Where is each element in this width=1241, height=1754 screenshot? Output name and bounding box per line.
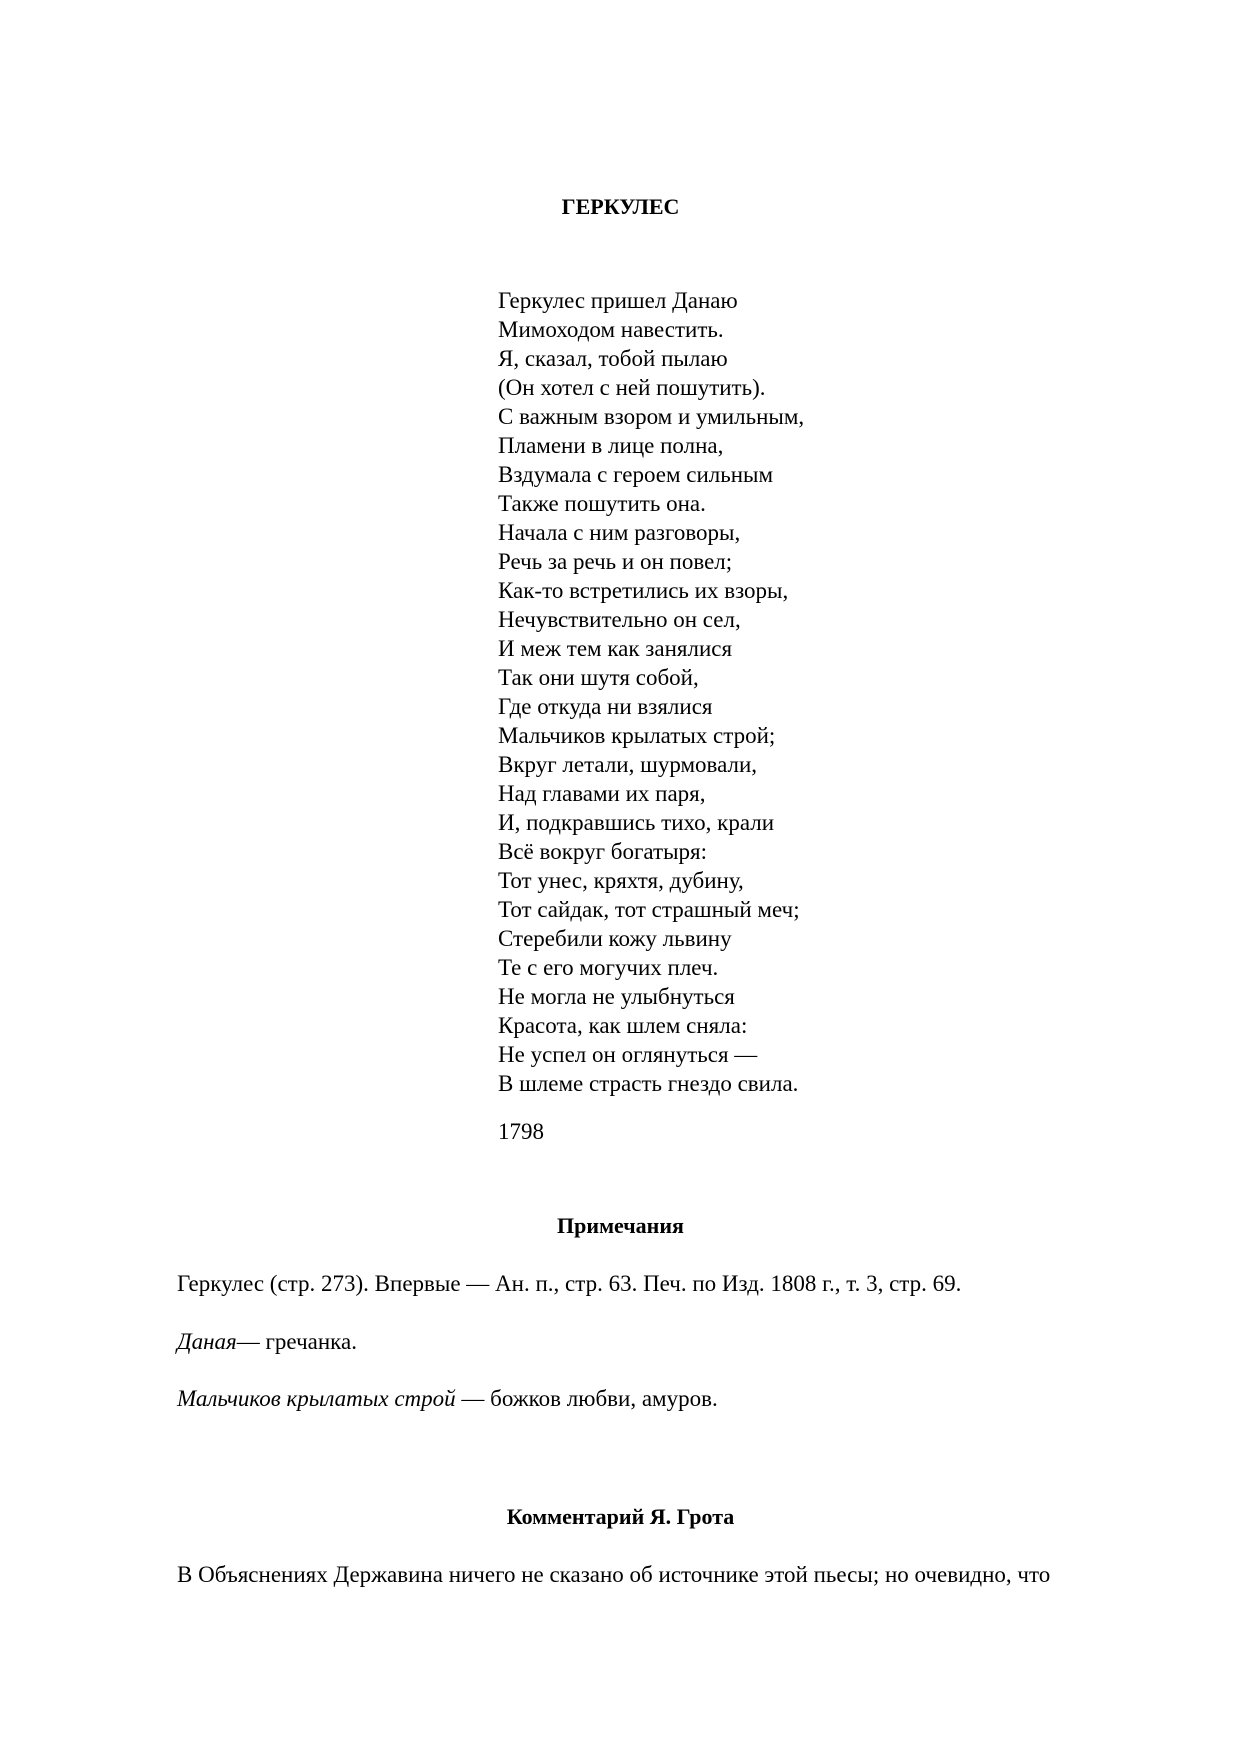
poem-line: Начала с ним разговоры, xyxy=(498,520,741,545)
note-entry-publication: Геркулес (стр. 273). Впервые — Ан. п., стр. 63. Печ. по Изд. 1808 г., т. 3, стр. 69. xyxy=(177,1271,962,1296)
poem-line: Так они шутя собой, xyxy=(498,665,699,690)
poem-line: Также пошутить она. xyxy=(498,491,706,516)
poem-line: И меж тем как занялися xyxy=(498,636,733,661)
note-text-malchikov: — божков любви, амуров. xyxy=(455,1386,718,1411)
note-entry-danaya xyxy=(177,1327,357,1356)
poem-line: Стеребили кожу львину xyxy=(498,926,732,951)
poem-line: Где откуда ни взялися xyxy=(498,694,713,719)
poem-line: С важным взором и умильным, xyxy=(498,404,805,429)
poem-line: Геркулес пришел Данаю xyxy=(498,288,738,313)
poem-line: Нечувствительно он сел, xyxy=(498,607,741,632)
note-entry-malchikov xyxy=(177,1384,718,1413)
poem-line: Красота, как шлем сняла: xyxy=(498,1013,748,1038)
poem-line: Как-то встретились их взоры, xyxy=(498,578,789,603)
poem-line: Не успел он оглянуться — xyxy=(498,1042,758,1067)
note-term-malchikov: Мальчиков крылатых строй xyxy=(177,1386,456,1411)
poem-year: 1798 xyxy=(498,1119,544,1144)
poem-line: Вкруг летали, шурмовали, xyxy=(498,752,758,777)
poem-line: Речь за речь и он повел; xyxy=(498,549,733,574)
note-text-danaya: — гречанка. xyxy=(236,1329,357,1354)
poem-text xyxy=(498,286,804,1098)
poem-line: Тот унес, кряхтя, дубину, xyxy=(498,868,744,893)
note-term-danaya: Даная xyxy=(177,1329,237,1354)
poem-line: Пламени в лице полна, xyxy=(498,433,724,458)
commentary-paragraph: В Объяснениях Державина ничего не сказано об источнике этой пьесы; но очевидно, что xyxy=(177,1562,1051,1587)
poem-line: Вздумала с героем сильным xyxy=(498,462,774,487)
poem-line: Те с его могучих плеч. xyxy=(498,955,719,980)
notes-heading: Примечания xyxy=(557,1213,684,1238)
poem-line: Мальчиков крылатых строй; xyxy=(498,723,776,748)
poem-line: (Он хотел с ней пошутить). xyxy=(498,375,766,400)
poem-line: И, подкравшись тихо, крали xyxy=(498,810,775,835)
poem-title: ГЕРКУЛЕС xyxy=(561,194,680,219)
commentary-heading: Комментарий Я. Грота xyxy=(506,1504,735,1529)
poem-line: Не могла не улыбнуться xyxy=(498,984,735,1009)
poem-line: В шлеме страсть гнездо свила. xyxy=(498,1071,799,1096)
poem-line: Над главами их паря, xyxy=(498,781,706,806)
poem-line: Мимоходом навестить. xyxy=(498,317,724,342)
poem-line: Я, сказал, тобой пылаю xyxy=(498,346,728,371)
poem-line: Всё вокруг богатыря: xyxy=(498,839,707,864)
poem-line: Тот сайдак, тот страшный меч; xyxy=(498,897,800,922)
